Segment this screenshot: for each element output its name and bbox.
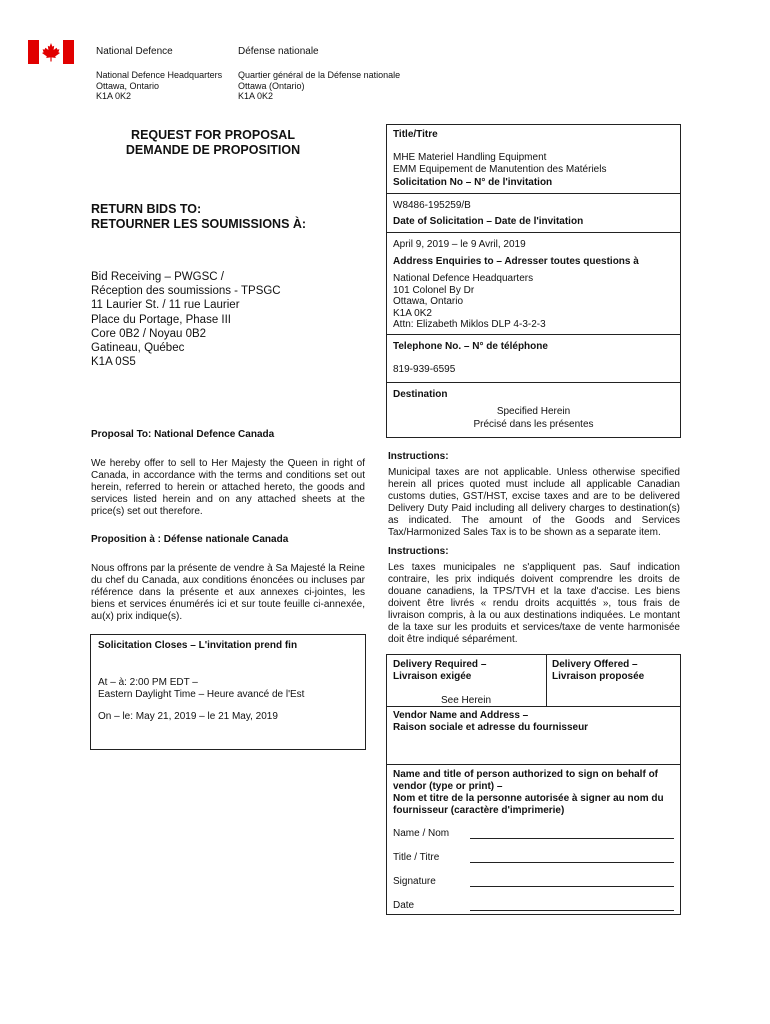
telephone-label: Telephone No. – N° de téléphone [393,341,548,352]
instructions-label-en: Instructions: [388,451,449,462]
destination-value: Specified Herein Précisé dans les présentes [473,406,594,430]
instructions-label-fr: Instructions: [388,546,449,557]
solicitation-number-value: W8486-195259/B [393,200,471,211]
enquiries-label: Address Enquiries to – Adresser toutes questions à [393,256,639,267]
telephone-value: 819-939-6595 [393,364,456,375]
vendor-name-address-label: Vendor Name and Address – Raison sociale et adresse du fournisseur [393,710,589,733]
title-value: MHE Materiel Handling Equipment EMM Equipement de Manutention des Matériels [393,152,607,175]
divider [386,232,681,233]
signature-field-label: Signature [393,876,436,887]
offer-text-en: We hereby offer to sell to Her Majesty the Queen in right of Canada, in accordance with the terms and conditions set out herein, referred to herein or attached hereto, the goods and services listed herein and on any attached sheets at the price(s) set out therefore. [91,458,365,517]
date-input-line[interactable] [470,910,674,911]
title-label: Title/Titre [393,129,438,140]
divider [386,334,681,335]
authorized-signer-label: Name and title of person authorized to sign on behalf of vendor (type or print) – Nom et titre de la personne autorisée à signer au nom du fournisseur (caractère d'imprimerie) [393,769,664,816]
solicitation-number-label: Solicitation No – N° de l'invitation [393,177,553,188]
department-name-fr: Défense nationale [238,46,319,57]
return-bids-heading: RETURN BIDS TO: RETOURNER LES SOUMISSIONS À: [91,202,307,231]
delivery-offered-label: Delivery Offered – Livraison proposée [552,659,645,682]
canada-flag-icon [28,40,74,64]
delivery-required-value: See Herein [440,695,492,706]
name-input-line[interactable] [470,838,674,839]
divider [386,382,681,383]
proposal-to-en: Proposal To: National Defence Canada [91,429,275,440]
date-field-label: Date [393,900,415,911]
title-field-label: Title / Titre [393,852,440,863]
divider [546,654,547,706]
department-address-fr: Quartier général de la Défense nationale Ottawa (Ontario) K1A 0K2 [238,70,401,101]
bid-receiving-address: Bid Receiving – PWGSC / Réception des soumissions - TPSGC 11 Laurier St. / 11 rue Laurier Place du Portage, Phase III Core 0B2 / Noyau 0B2 Gatineau, Québec K1A 0S5 [91,271,281,369]
solicitation-closes-time: At – à: 2:00 PM EDT – Eastern Daylight Time – Heure avancé de l'Est [98,677,305,700]
department-name-en: National Defence [96,46,173,57]
name-field-label: Name / Nom [393,828,450,839]
document-title: REQUEST FOR PROPOSAL DEMANDE DE PROPOSITION [125,128,301,157]
destination-label: Destination [393,389,448,400]
offer-text-fr: Nous offrons par la présente de vendre à Sa Majesté la Reine du chef du Canada, aux conditions énoncées ou incluses par référence dans la présente et aux annexes ci-jointes, les biens et services énumérés ici et sur toute feuille ci-annexée, au(x) prix indique(s). [91,563,365,622]
solicitation-closes-box [90,634,366,750]
solicitation-date-value: April 9, 2019 – le 9 Avril, 2019 [393,239,526,250]
instructions-text-en: Municipal taxes are not applicable. Unless otherwise specified herein all prices quoted must include all applicable Canadian customs duties, GST/HST, excise taxes and are to be delivered Delivery Duty Paid including all delivery charges to destination(s) as indicated. The amount of the Goods and Services Tax/Harmonized Sales Tax is to be shown as a separate item. [388,467,680,538]
delivery-required-label: Delivery Required – Livraison exigée [393,659,487,682]
solicitation-date-label: Date of Solicitation – Date de l'invitation [393,216,584,227]
instructions-text-fr: Les taxes municipales ne s'appliquent pas. Sauf indication contraire, les prix indiqués doivent comprendre les droits de douane canadiens, la TPS/TVH et la taxe d'accise. Les biens doivent être livrés « rendu droits acquittés », tous frais de livraison compris, à la ou aux destinations indiquées. Le montant de la taxe sur les produits et services/taxe de vente harmonisée doit être indiqué séparément. [388,562,680,645]
signature-input-line[interactable] [470,886,674,887]
solicitation-closes-label: Solicitation Closes – L'invitation prend fin [98,640,298,651]
solicitation-closes-date: On – le: May 21, 2019 – le 21 May, 2019 [98,711,278,722]
divider [386,764,681,765]
divider [386,193,681,194]
title-input-line[interactable] [470,862,674,863]
divider [386,706,681,707]
enquiries-address: National Defence Headquarters 101 Colonel By Dr Ottawa, Ontario K1A 0K2 Attn: Elizabeth Miklos DLP 4-3-2-3 [393,273,546,330]
department-address-en: National Defence Headquarters Ottawa, Ontario K1A 0K2 [96,70,223,101]
proposal-to-fr: Proposition à : Défense nationale Canada [91,534,289,545]
